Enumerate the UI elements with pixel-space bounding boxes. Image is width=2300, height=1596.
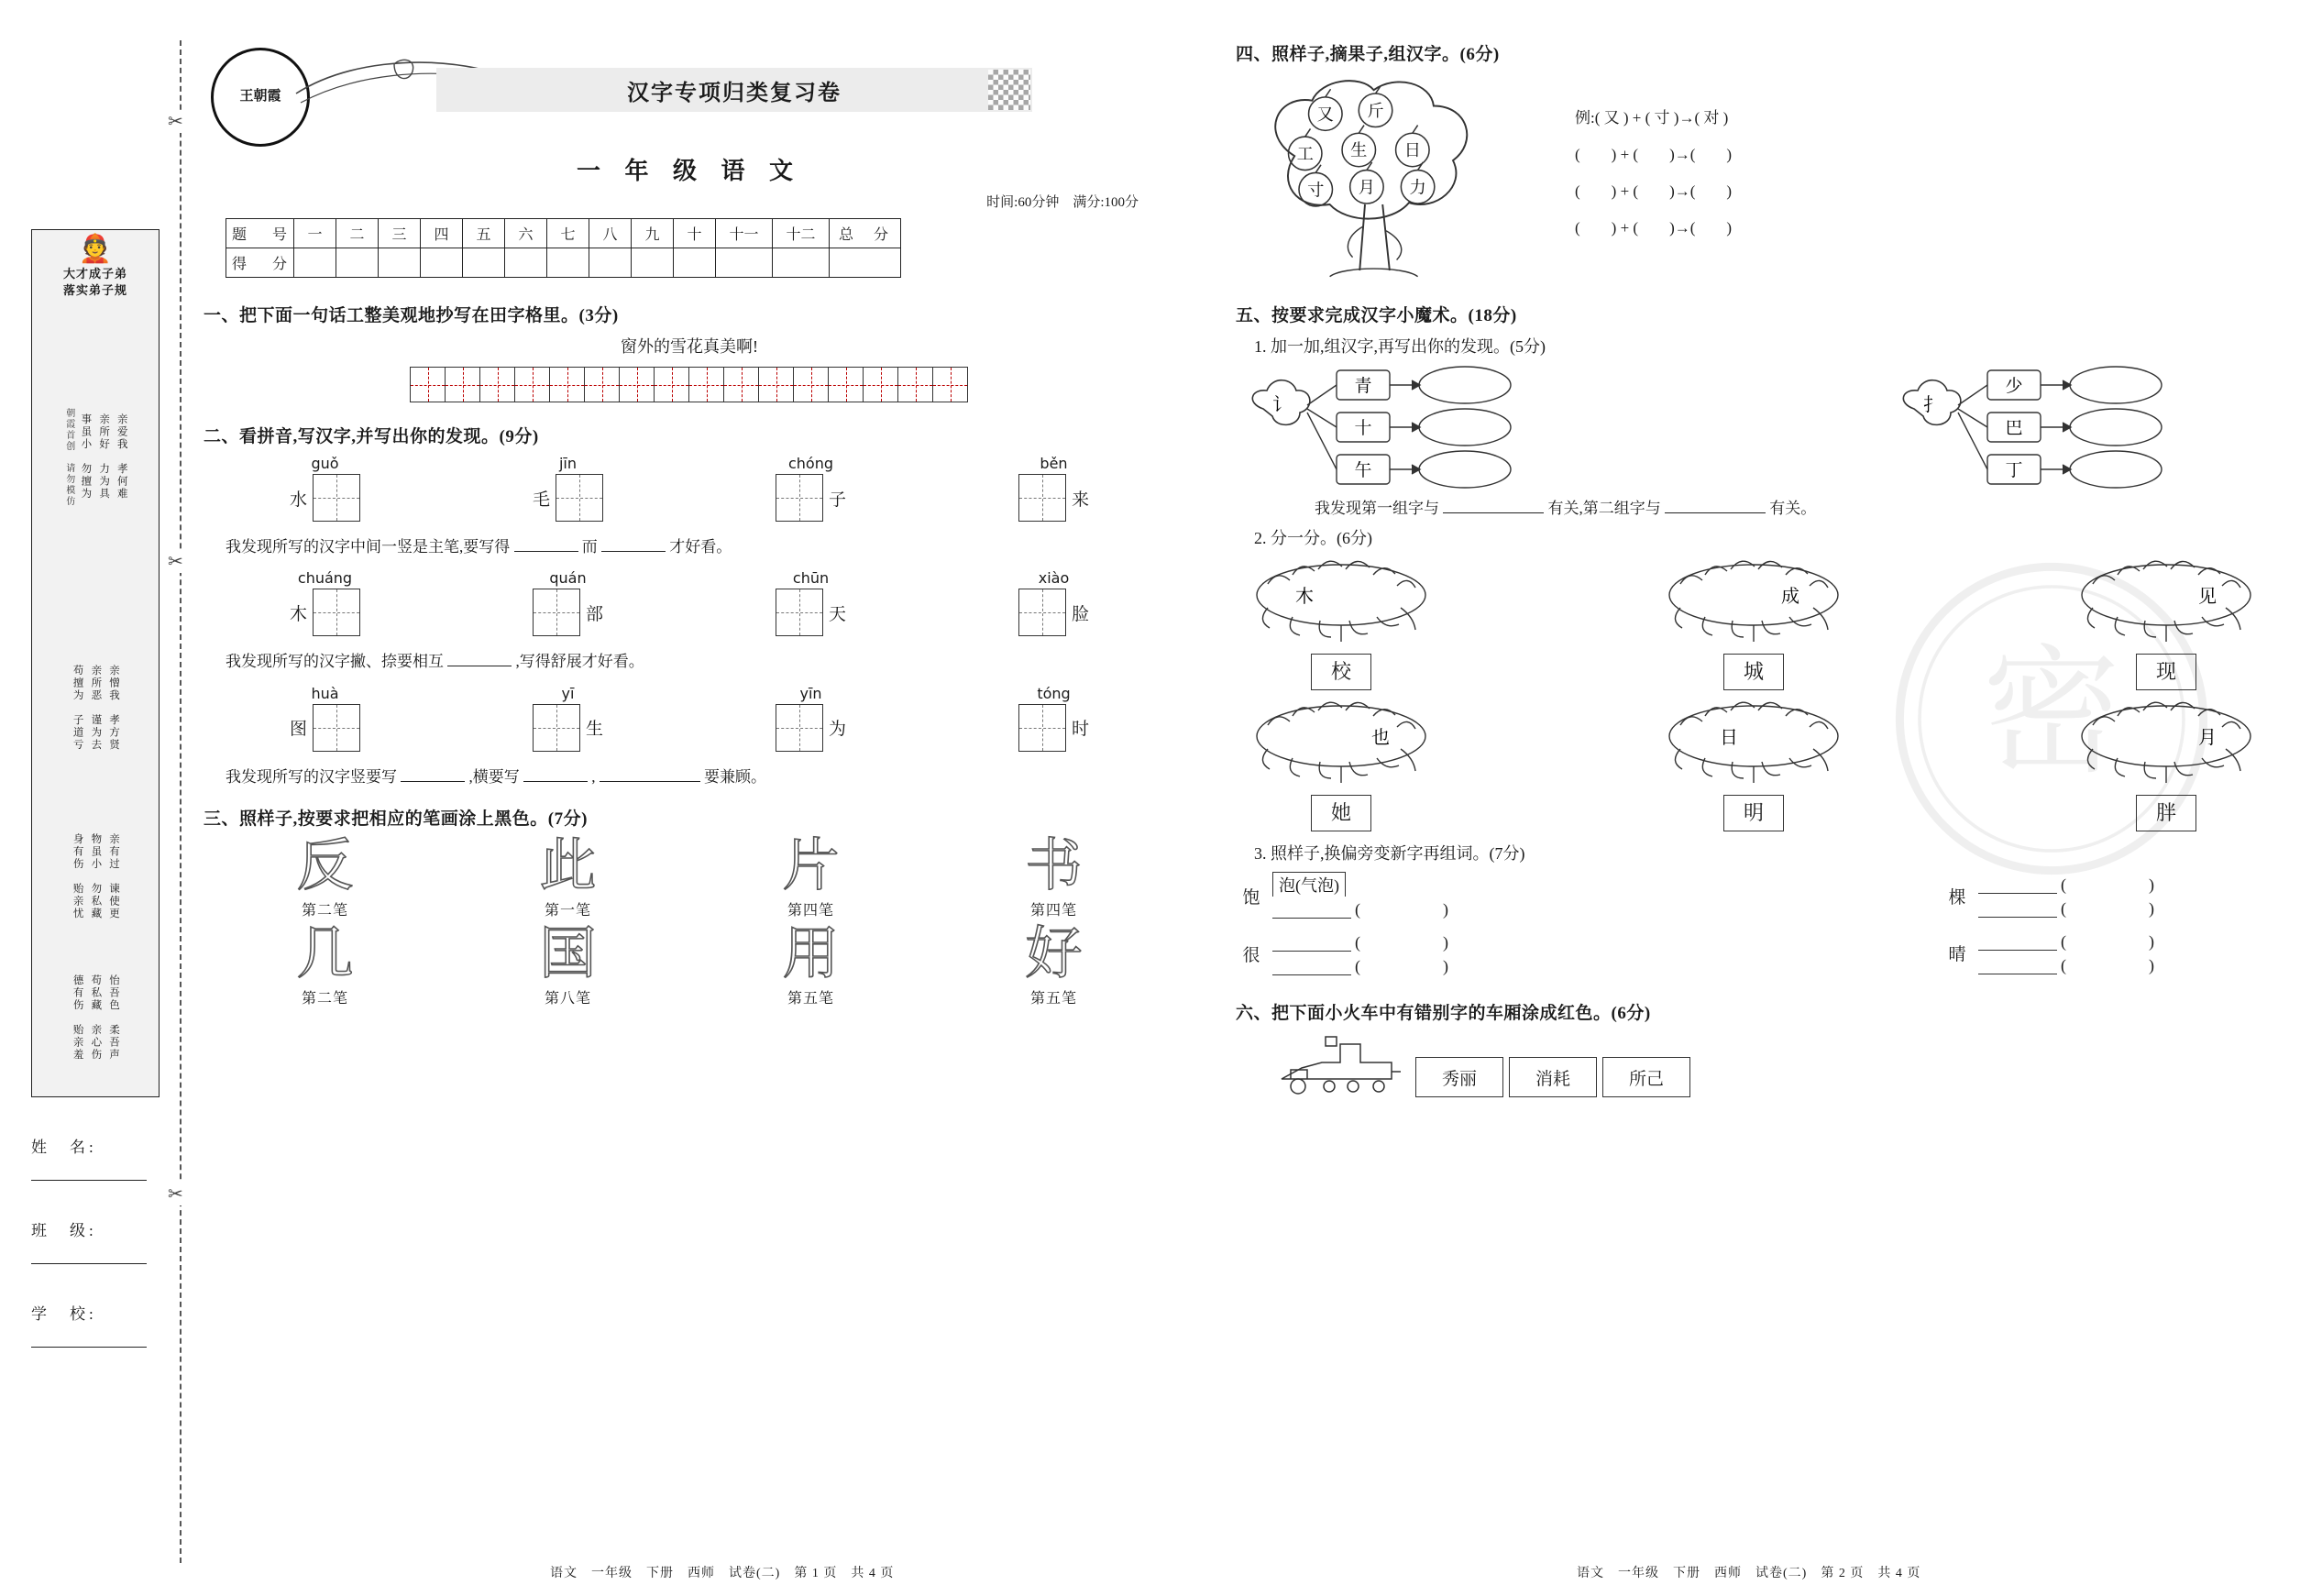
q2-note-1-before: 我发现所写的汉字中间一竖是主笔,要写得 xyxy=(226,538,511,556)
answer-box[interactable] xyxy=(313,704,360,752)
q2-blank[interactable] xyxy=(601,551,666,552)
q5-3-right-col xyxy=(1942,872,2272,986)
dizigui-col-11: 德有伤 贻亲羞 xyxy=(72,974,83,1062)
flower-unit xyxy=(1648,698,1859,831)
score-cell-10[interactable] xyxy=(674,248,716,278)
score-cell-2[interactable] xyxy=(336,248,379,278)
q3-title: 三、照样子,按要求把相应的笔画涂上黑色。(7分) xyxy=(204,809,588,829)
tzg-cell[interactable] xyxy=(619,367,655,402)
answer-box[interactable] xyxy=(1018,589,1066,636)
train-car[interactable]: 消耗 xyxy=(1509,1057,1597,1097)
q2-note-3-end: 要兼顾。 xyxy=(704,767,766,786)
flower-result[interactable]: 校 xyxy=(1311,654,1371,690)
stroke-char[interactable]: 反 xyxy=(296,834,354,897)
q5-3-label: 3. 照样子,换偏旁变新字再组词。(7分) xyxy=(1254,844,1525,863)
score-col-5: 五 xyxy=(463,219,505,248)
suffix-char: 时 xyxy=(1071,720,1089,740)
answer-line[interactable]: ( ) xyxy=(1272,930,1676,953)
q2-item xyxy=(963,569,1146,636)
answer-line[interactable]: ( ) xyxy=(1978,872,2272,896)
stroke-caption: 第四笔 xyxy=(1029,902,1077,919)
radical-2: 扌 xyxy=(1923,395,1942,415)
score-table-row-label-2: 得 分 xyxy=(226,248,294,278)
q4-body xyxy=(1236,72,2272,292)
pianpang-row xyxy=(1236,930,1676,977)
scissors-icon-top: ✂ xyxy=(168,112,183,132)
flower-petal-char: 木 xyxy=(1295,587,1314,607)
field-class-label: 班 级: xyxy=(31,1221,97,1239)
dizigui-col-1: 亲所好 力为具 xyxy=(98,413,110,501)
q3-item[interactable] xyxy=(720,834,903,919)
question-6 xyxy=(1236,999,2272,1097)
q3-item[interactable] xyxy=(963,922,1146,1007)
score-cell-1[interactable] xyxy=(294,248,336,278)
stroke-char[interactable]: 国 xyxy=(539,922,597,985)
dizigui-col-3: 亲憎我 孝方贤 xyxy=(108,665,119,752)
score-table-row-label-1: 题 号 xyxy=(226,219,294,248)
brand-top: 大才成子弟 xyxy=(62,267,127,281)
score-col-6: 六 xyxy=(505,219,547,248)
score-cell-6[interactable] xyxy=(505,248,547,278)
stroke-caption: 第四笔 xyxy=(787,902,834,919)
flower-unit xyxy=(1236,698,1447,831)
score-table-header-row xyxy=(226,219,901,248)
example-answer: 泡(气泡) xyxy=(1272,872,1346,897)
q2-note-2 xyxy=(226,647,1175,677)
part-5: 巴 xyxy=(2005,419,2023,438)
paper-header xyxy=(204,40,1175,150)
fruit-char-0: 又 xyxy=(1316,105,1334,124)
tzg-cell[interactable] xyxy=(654,367,689,402)
base-char: 棵 xyxy=(1948,887,1966,908)
left-column xyxy=(204,40,1175,1007)
flower-graphic xyxy=(2061,556,2272,648)
score-col-7: 七 xyxy=(547,219,589,248)
stroke-char[interactable]: 几 xyxy=(296,922,354,985)
q5-3-left-col xyxy=(1236,872,1676,986)
pinyin: yīn xyxy=(799,684,822,702)
q2-note-1-after: 才好看。 xyxy=(669,538,732,556)
locomotive-icon xyxy=(1272,1033,1410,1097)
q2-row-2 xyxy=(204,569,1175,636)
field-school xyxy=(31,1301,160,1348)
publisher-logo-text: 王朝霞 xyxy=(239,89,281,105)
scholar-icon: 👲 xyxy=(78,234,113,264)
part-2: 十 xyxy=(1354,419,1372,438)
train-car[interactable]: 秀丽 xyxy=(1415,1057,1503,1097)
time-and-score: 时间:60分钟 满分:100分 xyxy=(986,195,1139,210)
q2-note-2-after: ,写得舒展才好看。 xyxy=(515,653,644,671)
score-cell-12[interactable] xyxy=(773,248,830,278)
part-1: 青 xyxy=(1354,377,1372,396)
suffix-char: 生 xyxy=(585,720,603,740)
stroke-caption: 第一笔 xyxy=(544,902,591,919)
brand-bottom: 落实弟子规 xyxy=(62,283,127,298)
q4-blank-row-3[interactable]: ( ) + ( )→( ) xyxy=(1575,218,1733,237)
q1-title: 一、把下面一句话工整美观地抄写在田字格里。(3分) xyxy=(204,306,619,325)
dizigui-col-2: 事虽小 勿擅为 xyxy=(80,413,92,501)
q2-item xyxy=(720,685,903,752)
stroke-char[interactable]: 好 xyxy=(1025,922,1083,985)
footer-left: 语文 一年级 下册 西师 试卷(二) 第 1 页 共 4 页 xyxy=(550,1567,895,1580)
stroke-char[interactable]: 此 xyxy=(539,834,597,897)
fruit-tree xyxy=(1236,72,1538,292)
suffix-char: 天 xyxy=(828,604,846,624)
flower-petal-char: 见 xyxy=(2198,587,2217,607)
flower-graphic xyxy=(1648,556,1859,648)
right-column xyxy=(1236,40,2272,1097)
question-3 xyxy=(204,805,1175,1007)
score-cell-9[interactable] xyxy=(632,248,674,278)
q2-note-3 xyxy=(226,763,1175,792)
flower-result[interactable]: 城 xyxy=(1723,654,1784,690)
base-char: 晴 xyxy=(1948,944,1966,964)
answer-line[interactable]: ( ) xyxy=(1978,896,2272,919)
magic-group-1 xyxy=(1236,363,1621,491)
dizigui-col-8: 身有伤 贻亲忧 xyxy=(72,833,83,920)
flower-result[interactable]: 明 xyxy=(1723,795,1784,831)
prefix-char: 木 xyxy=(289,604,307,624)
flower-petal-char: 月 xyxy=(2198,728,2217,748)
fruit-char-1: 斤 xyxy=(1367,102,1384,120)
question-1 xyxy=(204,302,1175,402)
answer-box[interactable] xyxy=(533,704,580,752)
q2-row-3 xyxy=(204,685,1175,752)
fruit-char-4: 日 xyxy=(1403,141,1421,160)
dizigui-col-6: 亲有过 谏使更 xyxy=(108,833,119,920)
q5-3-body xyxy=(1236,872,2272,986)
flower-graphic xyxy=(1648,698,1859,789)
q2-item xyxy=(477,685,660,752)
dizigui-columns xyxy=(36,306,155,609)
pinyin: chuáng xyxy=(297,569,353,588)
answer-line[interactable]: ( ) xyxy=(1272,897,1676,920)
part-3: 午 xyxy=(1354,461,1372,480)
q3-item[interactable] xyxy=(234,834,417,919)
train-car[interactable]: 所己 xyxy=(1602,1057,1690,1097)
train-graphic xyxy=(1236,1033,2272,1097)
score-col-3: 三 xyxy=(379,219,421,248)
q2-note-3-after: , xyxy=(591,767,596,786)
fruit-char-6: 月 xyxy=(1358,178,1376,197)
tzg-cell[interactable] xyxy=(793,367,829,402)
q2-note-2-before: 我发现所写的汉字撇、捺要相互 xyxy=(226,653,444,671)
suffix-char: 部 xyxy=(585,604,603,624)
suffix-char: 为 xyxy=(828,720,846,740)
field-name-label: 姓 名: xyxy=(31,1138,97,1156)
q2-note-3-before: 我发现所写的汉字竖要写 xyxy=(226,767,397,786)
field-name xyxy=(31,1134,160,1181)
q5-1-body xyxy=(1236,363,2272,491)
q2-item xyxy=(234,685,417,752)
tzg-cell[interactable] xyxy=(549,367,585,402)
tzg-cell[interactable] xyxy=(932,367,968,402)
score-cell-7[interactable] xyxy=(547,248,589,278)
dizigui-panel xyxy=(31,229,160,1097)
discovery-blank-1[interactable] xyxy=(1443,512,1544,513)
q6-title: 六、把下面小火车中有错别字的车厢涂成红色。(6分) xyxy=(1236,1004,1651,1023)
tzg-cell[interactable] xyxy=(584,367,620,402)
svg-text:密: 密 xyxy=(1982,636,2121,790)
discovery-before: 我发现第一组字与 xyxy=(1315,500,1439,517)
dizigui-col-4: 亲所恶 谨为去 xyxy=(90,665,102,752)
left-margin-strip xyxy=(31,229,160,1348)
q5-2-row-1 xyxy=(1236,556,2272,690)
score-col-4: 四 xyxy=(421,219,463,248)
dizigui-note: 朝霞首创 请勿模仿 xyxy=(63,407,74,507)
stroke-char[interactable]: 用 xyxy=(782,922,840,985)
pinyin: guǒ xyxy=(311,455,339,472)
tzg-cell[interactable] xyxy=(897,367,933,402)
q2-item xyxy=(963,685,1146,752)
flower-result[interactable]: 她 xyxy=(1311,795,1371,831)
dizigui-col-10: 苟私藏 亲心伤 xyxy=(90,974,102,1062)
score-col-11: 十一 xyxy=(716,219,773,248)
stroke-char[interactable]: 书 xyxy=(1025,834,1083,897)
pianpang-row xyxy=(1942,929,2272,976)
pinyin: tóng xyxy=(1037,684,1071,702)
tzg-cell[interactable] xyxy=(723,367,759,402)
q2-blank[interactable] xyxy=(514,551,578,552)
q3-item[interactable] xyxy=(720,922,903,1007)
q2-note-1-mid: 而 xyxy=(581,538,598,556)
flower-graphic xyxy=(1236,698,1447,789)
dizigui-col-7: 物虽小 勿私藏 xyxy=(90,833,102,920)
q2-note-3-mid: ,横要写 xyxy=(468,767,520,786)
score-cell-8[interactable] xyxy=(589,248,632,278)
pinyin: quán xyxy=(549,569,587,588)
answer-box[interactable] xyxy=(1018,704,1066,752)
answer-box[interactable] xyxy=(313,589,360,636)
score-table-value-row xyxy=(226,248,901,278)
q5-2-label: 2. 分一分。(6分) xyxy=(1254,529,1372,547)
q4-example: 例:( 又 ) + ( 寸 )→( 对 ) xyxy=(1575,109,1729,127)
field-name-input[interactable] xyxy=(31,1157,147,1181)
flower-graphic xyxy=(2061,698,2272,789)
flower-graphic xyxy=(1236,556,1447,648)
part-4: 少 xyxy=(2005,377,2023,396)
tzg-cell[interactable] xyxy=(445,367,480,402)
magic-group-2 xyxy=(1887,363,2272,491)
fruit-char-7: 力 xyxy=(1409,178,1426,197)
flower-result[interactable]: 胖 xyxy=(2136,795,2196,831)
paper-title-bar xyxy=(436,68,1032,112)
scissors-icon-bottom: ✂ xyxy=(168,1184,183,1205)
answer-box[interactable] xyxy=(776,704,823,752)
answer-line[interactable]: ( ) xyxy=(1272,953,1676,977)
base-char: 饱 xyxy=(1242,888,1260,908)
dizigui-col-0: 亲爱我 孝何难 xyxy=(116,413,127,501)
q2-item xyxy=(477,569,660,636)
tzg-cell[interactable] xyxy=(828,367,864,402)
footer-right: 语文 一年级 下册 西师 试卷(二) 第 2 页 共 4 页 xyxy=(1577,1567,1921,1580)
checker-decoration xyxy=(988,70,1030,110)
score-col-8: 八 xyxy=(589,219,632,248)
q5-title: 五、按要求完成汉字小魔术。(18分) xyxy=(1236,306,1517,325)
grade-subject: 一 年 级 语 文 xyxy=(576,158,802,184)
score-col-total: 总 分 xyxy=(830,219,901,248)
stroke-char[interactable]: 片 xyxy=(782,834,840,897)
base-char: 很 xyxy=(1242,945,1260,965)
q2-blank[interactable] xyxy=(401,781,465,782)
score-col-10: 十 xyxy=(674,219,716,248)
pinyin: chūn xyxy=(792,569,830,588)
q2-note-1 xyxy=(226,533,1175,562)
score-col-1: 一 xyxy=(294,219,336,248)
answer-box[interactable] xyxy=(556,474,603,522)
q5-1-discovery xyxy=(1236,495,2272,518)
tzg-cell[interactable] xyxy=(479,367,515,402)
q2-item xyxy=(720,455,903,522)
q2-blank[interactable] xyxy=(523,781,588,782)
dizigui-col-5: 苟擅为 子道亏 xyxy=(72,665,83,752)
score-table xyxy=(226,218,901,278)
q2-row-1 xyxy=(204,455,1175,522)
dizigui-col-9: 怡吾色 柔吾声 xyxy=(108,974,119,1062)
pinyin: yī xyxy=(561,684,575,702)
q4-answer-area xyxy=(1575,72,1732,247)
score-cell-4[interactable] xyxy=(421,248,463,278)
q3-item[interactable] xyxy=(477,834,660,919)
q3-item[interactable] xyxy=(234,922,417,1007)
answer-box[interactable] xyxy=(313,474,360,522)
field-school-label: 学 校: xyxy=(31,1304,97,1323)
score-cell-3[interactable] xyxy=(379,248,421,278)
fruit-char-5: 寸 xyxy=(1307,181,1325,200)
stroke-caption: 第二笔 xyxy=(301,902,348,919)
q2-item xyxy=(477,455,660,522)
question-5 xyxy=(1236,302,2272,986)
pinyin: jīn xyxy=(558,455,578,472)
flower-unit xyxy=(1648,556,1859,690)
stroke-caption: 第二笔 xyxy=(301,991,348,1007)
field-class-input[interactable] xyxy=(31,1240,147,1264)
score-col-2: 二 xyxy=(336,219,379,248)
flower-petal-char: 也 xyxy=(1371,728,1390,748)
answer-box[interactable] xyxy=(776,589,823,636)
q3-item[interactable] xyxy=(963,834,1146,919)
question-2 xyxy=(204,423,1175,792)
suffix-char: 脸 xyxy=(1071,604,1089,624)
scissors-icon-mid: ✂ xyxy=(168,552,183,572)
pinyin: xiào xyxy=(1038,569,1070,588)
part-6: 丁 xyxy=(2005,461,2023,480)
score-col-12: 十二 xyxy=(773,219,830,248)
flower-unit xyxy=(1236,556,1447,690)
tzg-cell[interactable] xyxy=(410,367,446,402)
question-4 xyxy=(1236,40,2272,292)
flower-petal-char: 成 xyxy=(1781,587,1799,607)
score-cell-11[interactable] xyxy=(716,248,773,278)
discovery-blank-2[interactable] xyxy=(1665,512,1766,513)
answer-line[interactable]: ( ) xyxy=(1978,952,2272,976)
score-cell-total[interactable] xyxy=(830,248,901,278)
pianpang-row xyxy=(1942,872,2272,919)
pianpang-row xyxy=(1236,872,1676,920)
flower-unit xyxy=(2061,556,2272,690)
q4-blank-row-2[interactable]: ( ) + ( )→( ) xyxy=(1575,182,1733,200)
q1-sentence: 窗外的雪花真美啊! xyxy=(621,337,758,356)
radical-1: 讠 xyxy=(1272,395,1291,415)
discovery-after: 有关。 xyxy=(1769,500,1817,517)
q2-title: 二、看拼音,写汉字,并写出你的发现。(9分) xyxy=(204,427,539,446)
stroke-caption: 第五笔 xyxy=(1029,991,1077,1007)
q3-row-2 xyxy=(204,922,1175,1007)
answer-box[interactable] xyxy=(776,474,823,522)
prefix-char: 图 xyxy=(289,720,307,740)
q2-item xyxy=(720,569,903,636)
score-col-9: 九 xyxy=(632,219,674,248)
q4-title: 四、照样子,摘果子,组汉字。(6分) xyxy=(1236,45,1500,64)
q5-1-label: 1. 加一加,组汉字,再写出你的发现。(5分) xyxy=(1254,337,1546,356)
answer-box[interactable] xyxy=(533,589,580,636)
stroke-caption: 第五笔 xyxy=(787,991,834,1007)
flower-unit xyxy=(2061,698,2272,831)
q2-item xyxy=(963,455,1146,522)
pinyin: běn xyxy=(1040,455,1068,472)
field-class xyxy=(31,1217,160,1264)
flower-petal-char: 日 xyxy=(1720,728,1738,748)
pinyin: chóng xyxy=(787,455,834,472)
suffix-char: 子 xyxy=(828,490,846,510)
prefix-char: 水 xyxy=(289,490,307,510)
discovery-mid: 有关,第二组字与 xyxy=(1547,500,1661,517)
prefix-char: 毛 xyxy=(532,490,550,510)
q2-item xyxy=(234,569,417,636)
q5-2-row-2 xyxy=(1236,698,2272,831)
pinyin: huà xyxy=(311,684,339,702)
tzg-cell[interactable] xyxy=(514,367,550,402)
q1-grid[interactable] xyxy=(204,367,1175,402)
q2-item xyxy=(234,455,417,522)
q2-blank[interactable] xyxy=(600,781,700,782)
fold-line xyxy=(180,40,182,1563)
flower-result[interactable]: 现 xyxy=(2136,654,2196,690)
q3-row-1 xyxy=(204,834,1175,919)
answer-box[interactable] xyxy=(1018,474,1066,522)
score-cell-5[interactable] xyxy=(463,248,505,278)
tzg-cell[interactable] xyxy=(688,367,724,402)
suffix-char: 来 xyxy=(1071,490,1089,510)
stroke-caption: 第八笔 xyxy=(544,991,591,1007)
field-school-input[interactable] xyxy=(31,1324,147,1348)
answer-line[interactable]: ( ) xyxy=(1978,929,2272,952)
q3-item[interactable] xyxy=(477,922,660,1007)
tzg-cell[interactable] xyxy=(863,367,898,402)
paper-title: 汉字专项归类复习卷 xyxy=(627,81,842,105)
tzg-cell[interactable] xyxy=(758,367,794,402)
q4-blank-row-1[interactable]: ( ) + ( )→( ) xyxy=(1575,145,1733,163)
fruit-char-2: 工 xyxy=(1296,145,1314,164)
fruit-char-3: 生 xyxy=(1350,141,1368,160)
